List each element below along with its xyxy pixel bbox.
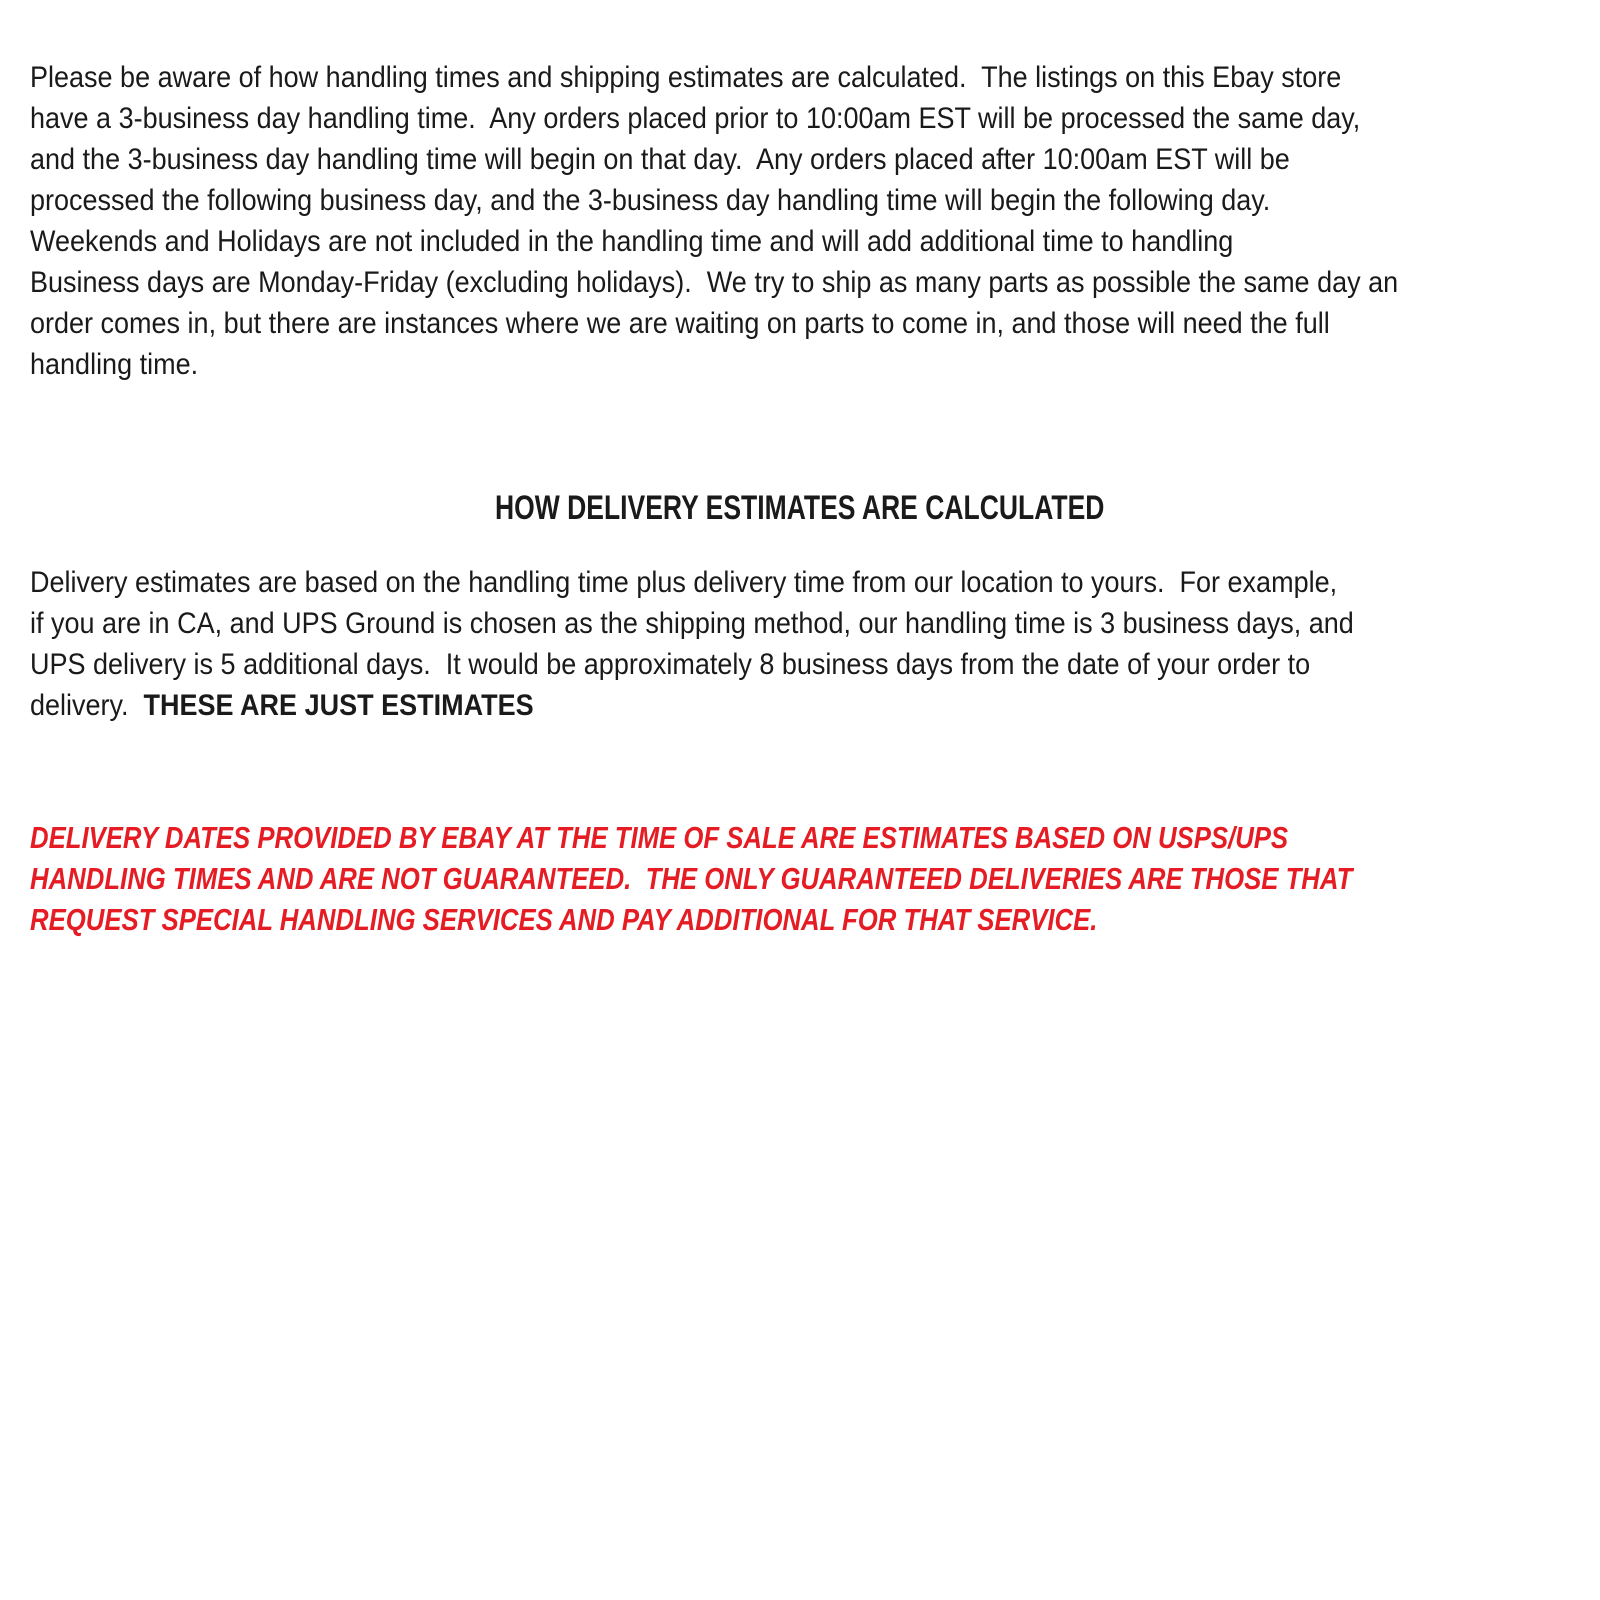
text-line: handling time. xyxy=(30,348,199,381)
text-line: and the 3-business day handling time will begin on that day. Any orders placed after 10:00am EST will be xyxy=(30,143,1290,176)
warning-line: DELIVERY DATES PROVIDED BY EBAY AT THE TIME OF SALE ARE ESTIMATES BASED ON USPS/UPS xyxy=(30,820,1289,855)
text-segment-regular: delivery. xyxy=(30,689,144,722)
text-line: Business days are Monday-Friday (excluding holidays). We try to ship as many parts as possible the same day an xyxy=(30,266,1399,299)
red-warning-paragraph xyxy=(30,817,1352,940)
text-line: UPS delivery is 5 additional days. It would be approximately 8 business days from the date of your order to xyxy=(30,648,1311,681)
handling-time-paragraph xyxy=(30,57,1398,385)
section-heading: HOW DELIVERY ESTIMATES ARE CALCULATED xyxy=(495,489,1105,527)
text-line: have a 3-business day handling time. Any orders placed prior to 10:00am EST will be processed the same day, xyxy=(30,102,1361,135)
text-line-mixed xyxy=(30,685,1354,726)
warning-line: HANDLING TIMES AND ARE NOT GUARANTEED. THE ONLY GUARANTEED DELIVERIES ARE THOSE THAT xyxy=(30,861,1353,896)
text-line: processed the following business day, and the 3-business day handling time will begin the following day. xyxy=(30,184,1271,217)
delivery-estimates-paragraph xyxy=(30,562,1354,726)
text-line: order comes in, but there are instances where we are waiting on parts to come in, and those will need the full xyxy=(30,307,1330,340)
text-line: if you are in CA, and UPS Ground is chosen as the shipping method, our handling time is 3 business days, and xyxy=(30,607,1354,640)
text-line: Weekends and Holidays are not included in the handling time and will add additional time to handling xyxy=(30,225,1234,258)
text-line: Delivery estimates are based on the handling time plus delivery time from our location to yours. For example, xyxy=(30,566,1338,599)
text-line: Please be aware of how handling times and shipping estimates are calculated. The listings on this Ebay store xyxy=(30,61,1342,94)
text-segment-bold: THESE ARE JUST ESTIMATES xyxy=(143,689,534,722)
warning-line: REQUEST SPECIAL HANDLING SERVICES AND PAY ADDITIONAL FOR THAT SERVICE. xyxy=(30,902,1098,937)
section-heading-row xyxy=(0,488,1600,528)
